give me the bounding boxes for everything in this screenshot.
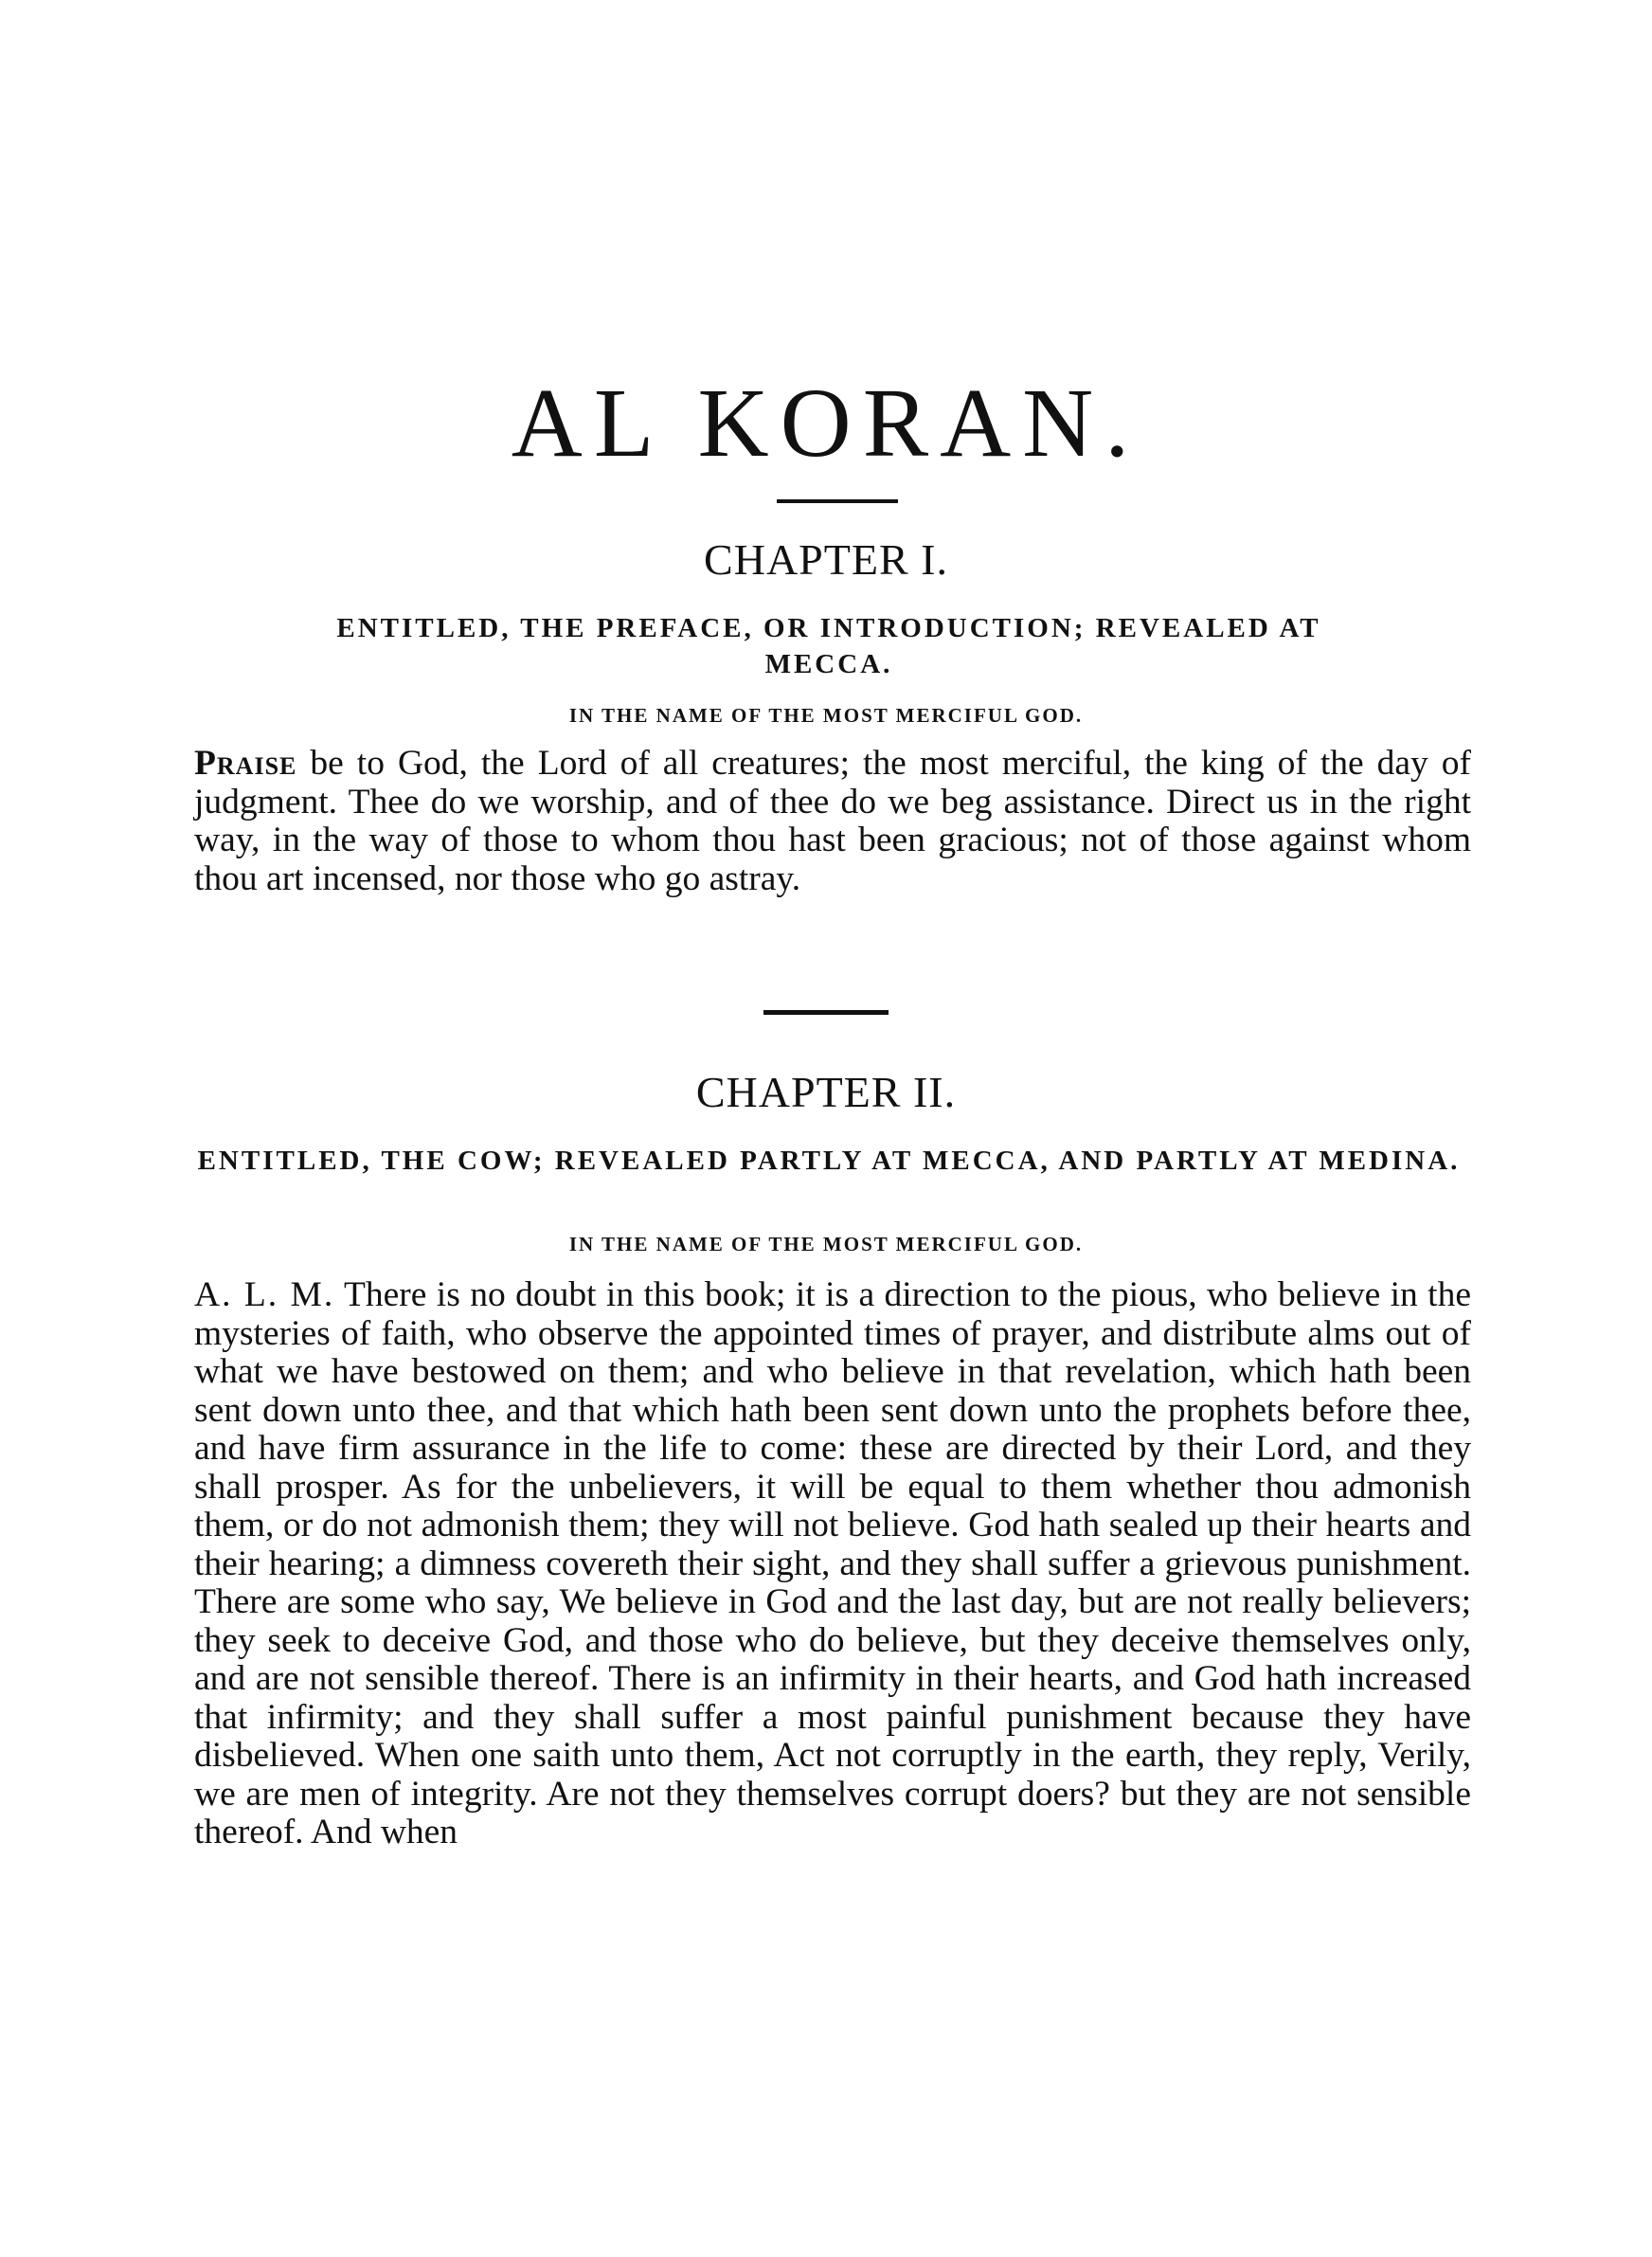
chapter-2-invocation: IN THE NAME OF THE MOST MERCIFUL GOD.: [568, 1233, 1084, 1255]
chapter-1-entitled: ENTITLED, THE PREFACE, OR INTRODUCTION; REVEALED AT MECCA.: [336, 613, 1321, 679]
chapter-2-body-text: There is no doubt in this book; it is a direction to the pious, who believe in the mysteries of faith, who observe the appointed times of prayer, and distribute alms out of what we have bestowed on them; and who believe in that revelation, which hath been sent down unto thee, and that which hath been sent down unto the prophets before thee, and have firm assurance in the life to come: these are directed by their Lord, and they shall prosper. As for the unbelievers, it will be equal to them whether thou admonish them, or do not admonish them; they will not believe. God hath sealed up their hearts and their hearing; a dimness covereth their sight, and they shall suffer a grievous punishment. There are some who say, We believe in God and the last day, but are not really believers; they seek to deceive God, and those who do believe, but they deceive themselves only, and are not sensible thereof. There is an infirmity in their hearts, and God hath increased that infirmity; and they shall suffer a most painful punishment because they have disbelieved. When one saith unto them, Act not corruptly in the earth, they reply, Verily, we are men of integrity. Are not they themselves corrupt doers? but they are not sensible thereof. And when: [194, 1275, 1471, 1851]
chapter-1-lead-word: Praise: [194, 744, 297, 783]
chapter-1-body-text: be to God, the Lord of all creatures; the most merciful, the king of the day of judgment. Thee do we worship, and of thee do we beg assistance. Direct us in the right way, in the way of those to whom thou hast been gracious; not of those against whom thou art incensed, nor those who go astray.: [194, 744, 1472, 898]
chapter-2-entitled: ENTITLED, THE COW; REVEALED PARTLY AT MECCA, AND PARTLY AT MEDINA.: [197, 1146, 1461, 1176]
chapter-divider: [763, 1010, 889, 1015]
chapter-1-body: [194, 745, 1471, 898]
chapter-1-heading: CHAPTER I.: [704, 535, 948, 584]
title-divider: [777, 499, 898, 503]
book-title: AL KORAN.: [511, 369, 1141, 478]
chapter-1-invocation: IN THE NAME OF THE MOST MERCIFUL GOD.: [568, 704, 1084, 727]
chapter-2-body: [194, 1276, 1471, 1852]
chapter-2-heading: CHAPTER II.: [695, 1068, 957, 1116]
chapter-2-lead-word: A. L. M.: [194, 1275, 335, 1314]
